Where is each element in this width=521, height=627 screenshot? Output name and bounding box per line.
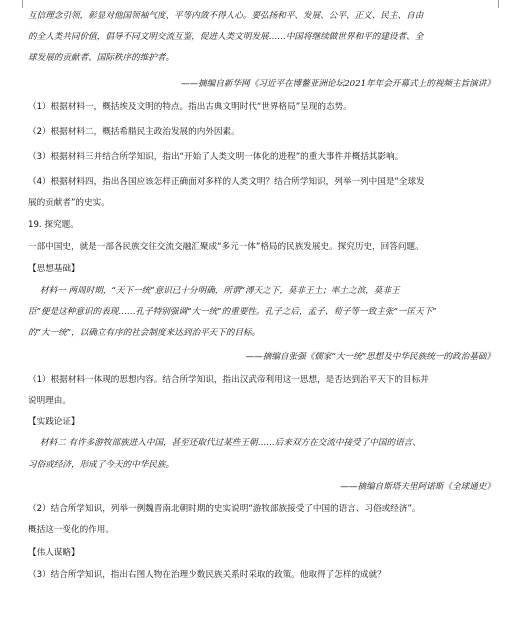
question-line: （1）根据材料一体现的思想内容。结合所学知识，指出汉武帝利用这一思想，是否达到治平天下的目标并 bbox=[28, 375, 429, 385]
page-corner-mark bbox=[14, 0, 23, 8]
material-text-line: 互信理念引领，彰显对他国领袖气度、平等内敛不得人心。要弘扬和平、发展、公平、正义、民主、自由 bbox=[28, 11, 424, 21]
question-number: 19. 探究题。 bbox=[28, 220, 79, 230]
section-heading: 【伟人谋略】 bbox=[28, 548, 80, 558]
section-heading: 【思想基础】 bbox=[28, 264, 80, 274]
intro-line: 一部中国史，就是一部各民族交往交流交融汇聚成“多元一体”格局的民族发展史。探究历史，回答问题。 bbox=[28, 242, 424, 252]
material-text-line: 习俗或经济，形成了今天的中华民族。 bbox=[28, 460, 175, 470]
question-line: （1）根据材料一，概括埃及文明的特点。指出古典文明时代“世界格局”呈现的态势。 bbox=[28, 102, 352, 112]
material-text-line: 的全人类共同价值，倡导不同文明交流互鉴，促进人类文明发展……中国将继续做世界和平的建设者、全 bbox=[28, 32, 424, 42]
question-line: （2）根据材料二，概括希腊民主政治发展的内外因素。 bbox=[28, 127, 240, 137]
question-line: 展的贡献者”的史实。 bbox=[28, 198, 110, 208]
material-source: ——摘编自张强《儒家“大一统”思想及中华民族统一的政治基础》 bbox=[245, 352, 495, 362]
material-text-line: 材料二 有许多游牧部族进入中国，甚至还取代过某些王朝……后来双方在交流中接受了中国的语言、 bbox=[40, 438, 421, 448]
material-text-line: 的“大一统”，以确立有序的社会制度来达到治平天下的目标。 bbox=[28, 328, 261, 338]
question-line: （3）根据材料三并结合所学知识，指出“开始了人类文明一体化的进程”的重大事件并概括其影响。 bbox=[28, 152, 404, 162]
question-line: （3）结合所学知识，指出右图人物在治理少数民族关系时采取的政策。他取得了怎样的成就？ bbox=[28, 570, 386, 580]
material-text-line: 材料一 两周时期，“天下一统”意识已十分明确，所谓“溥天之下，莫非王土；率土之滨，莫非王 bbox=[40, 286, 400, 296]
material-text-line: 球发展的贡献者、国际秩序的维护者。 bbox=[28, 53, 175, 63]
material-source: ——摘编自新华网《习近平在博鳌亚洲论坛2021年年会开幕式上的视频主旨演讲》 bbox=[180, 79, 495, 89]
section-heading: 【实践论证】 bbox=[28, 417, 80, 427]
question-line: （2）结合所学知识，列举一例魏晋南北朝时期的史实说明“游牧部族接受了中国的语言、习俗或经济”。 bbox=[28, 504, 421, 514]
page-corner-mark bbox=[498, 0, 507, 8]
material-source: ——摘编自斯塔夫里阿诺斯《全球通史》 bbox=[340, 482, 495, 492]
question-line: 概括这一变化的作用。 bbox=[28, 525, 114, 535]
question-line: （4）根据材料四，指出各国应该怎样正确面对多样的人类文明？结合所学知识，列举一列中国是“全球发 bbox=[28, 177, 425, 187]
material-text-line: 臣”便是这种意识的表现……孔子特别强调“大一统”的重要性。孔子之后，孟子、荀子等一致主张“一匡天下” bbox=[28, 307, 437, 317]
question-line: 说明理由。 bbox=[28, 396, 71, 406]
